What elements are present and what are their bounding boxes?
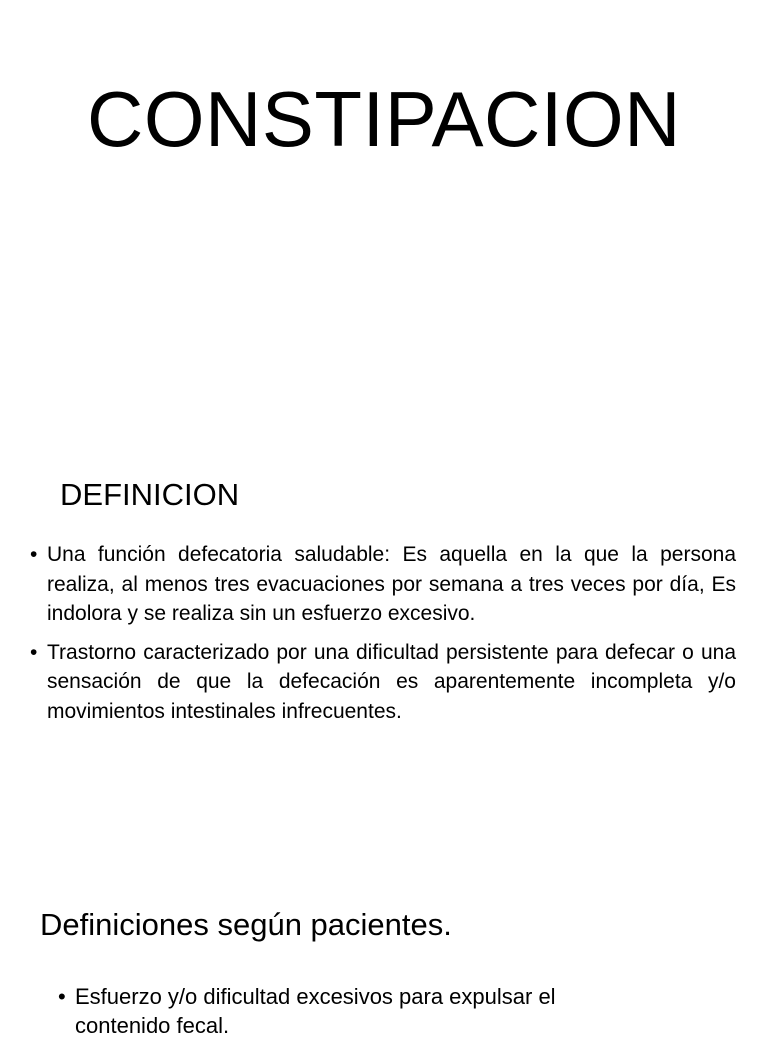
definition-bullet-2-text: Trastorno caracterizado por una dificultad persistente para defecar o una sensación de que la defecación es aparentemente incompleta y/o movimientos intestinales infrecuentes.: [47, 640, 736, 723]
definition-bullet-2: [30, 638, 736, 727]
definition-bullet-list: [30, 540, 736, 735]
patients-bullet-1-text: Esfuerzo y/o dificultad excesivos para expulsar el contenido fecal.: [75, 984, 556, 1038]
patients-heading: Definiciones según pacientes.: [40, 907, 452, 942]
slide-title: CONSTIPACION: [87, 75, 681, 163]
bullet-icon: •: [30, 543, 38, 566]
definition-heading: DEFINICION: [60, 477, 240, 512]
patients-bullet-list: [58, 982, 648, 1049]
definition-bullet-1-text: Una función defecatoria saludable: Es aquella en la que la persona realiza, al menos tres evacuaciones por semana a tres veces por día, Es indolora y se realiza sin un esfuerzo excesivo.: [47, 543, 736, 625]
definition-slide: [0, 432, 768, 864]
bullet-icon: •: [58, 984, 66, 1009]
bullet-icon: •: [30, 640, 38, 664]
title-slide: [0, 0, 768, 432]
patients-slide: [0, 864, 768, 1038]
definition-bullet-1: [30, 540, 736, 629]
patients-bullet-1: [58, 982, 648, 1040]
